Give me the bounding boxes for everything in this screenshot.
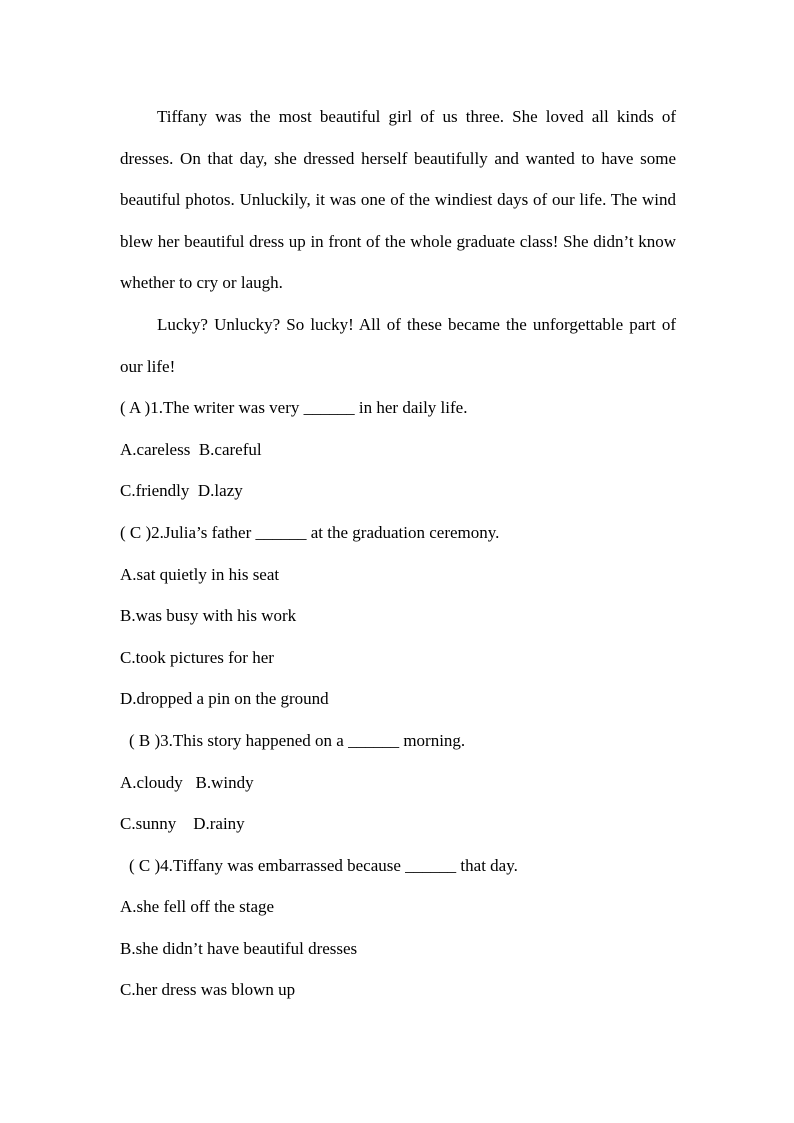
question-stem: ( A )1.The writer was very ______ in her daily life. — [120, 398, 468, 418]
question-option: A.careless B.careful — [120, 439, 262, 459]
question-stem: ( C )4.Tiffany was embarrassed because ______ that day. — [129, 855, 518, 875]
question-option: A.cloudy B.windy — [120, 772, 254, 792]
question-option: B.she didn’t have beautiful dresses — [120, 938, 358, 958]
question-3 — [120, 720, 676, 845]
question-option: C.took pictures for her — [120, 647, 274, 667]
question-stem: ( B )3.This story happened on a ______ morning. — [129, 730, 466, 750]
question-option: C.her dress was blown up — [120, 980, 296, 1000]
document-content — [120, 96, 676, 1011]
question-option: D.dropped a pin on the ground — [120, 689, 329, 709]
question-option: B.was busy with his work — [120, 606, 297, 626]
passage-paragraph: Lucky? Unlucky? So lucky! All of these became the unforgettable part of our life! — [120, 314, 676, 376]
question-2 — [120, 512, 676, 720]
question-4 — [120, 845, 676, 1011]
passage-paragraph: Tiffany was the most beautiful girl of us three. She loved all kinds of dresses. On that day, she dressed herself beautifully and wanted to have some beautiful photos. Unluckily, it was one of the windiest days of our life. The wind blew her beautiful dress up in front of the whole graduate class! She didn’t know whether to cry or laugh. — [120, 107, 676, 293]
question-option: A.she fell off the stage — [120, 897, 275, 917]
question-option: C.sunny D.rainy — [120, 814, 245, 834]
question-option: C.friendly D.lazy — [120, 481, 243, 501]
question-option: A.sat quietly in his seat — [120, 564, 280, 584]
question-1 — [120, 387, 676, 512]
question-stem: ( C )2.Julia’s father ______ at the graduation ceremony. — [120, 522, 500, 542]
